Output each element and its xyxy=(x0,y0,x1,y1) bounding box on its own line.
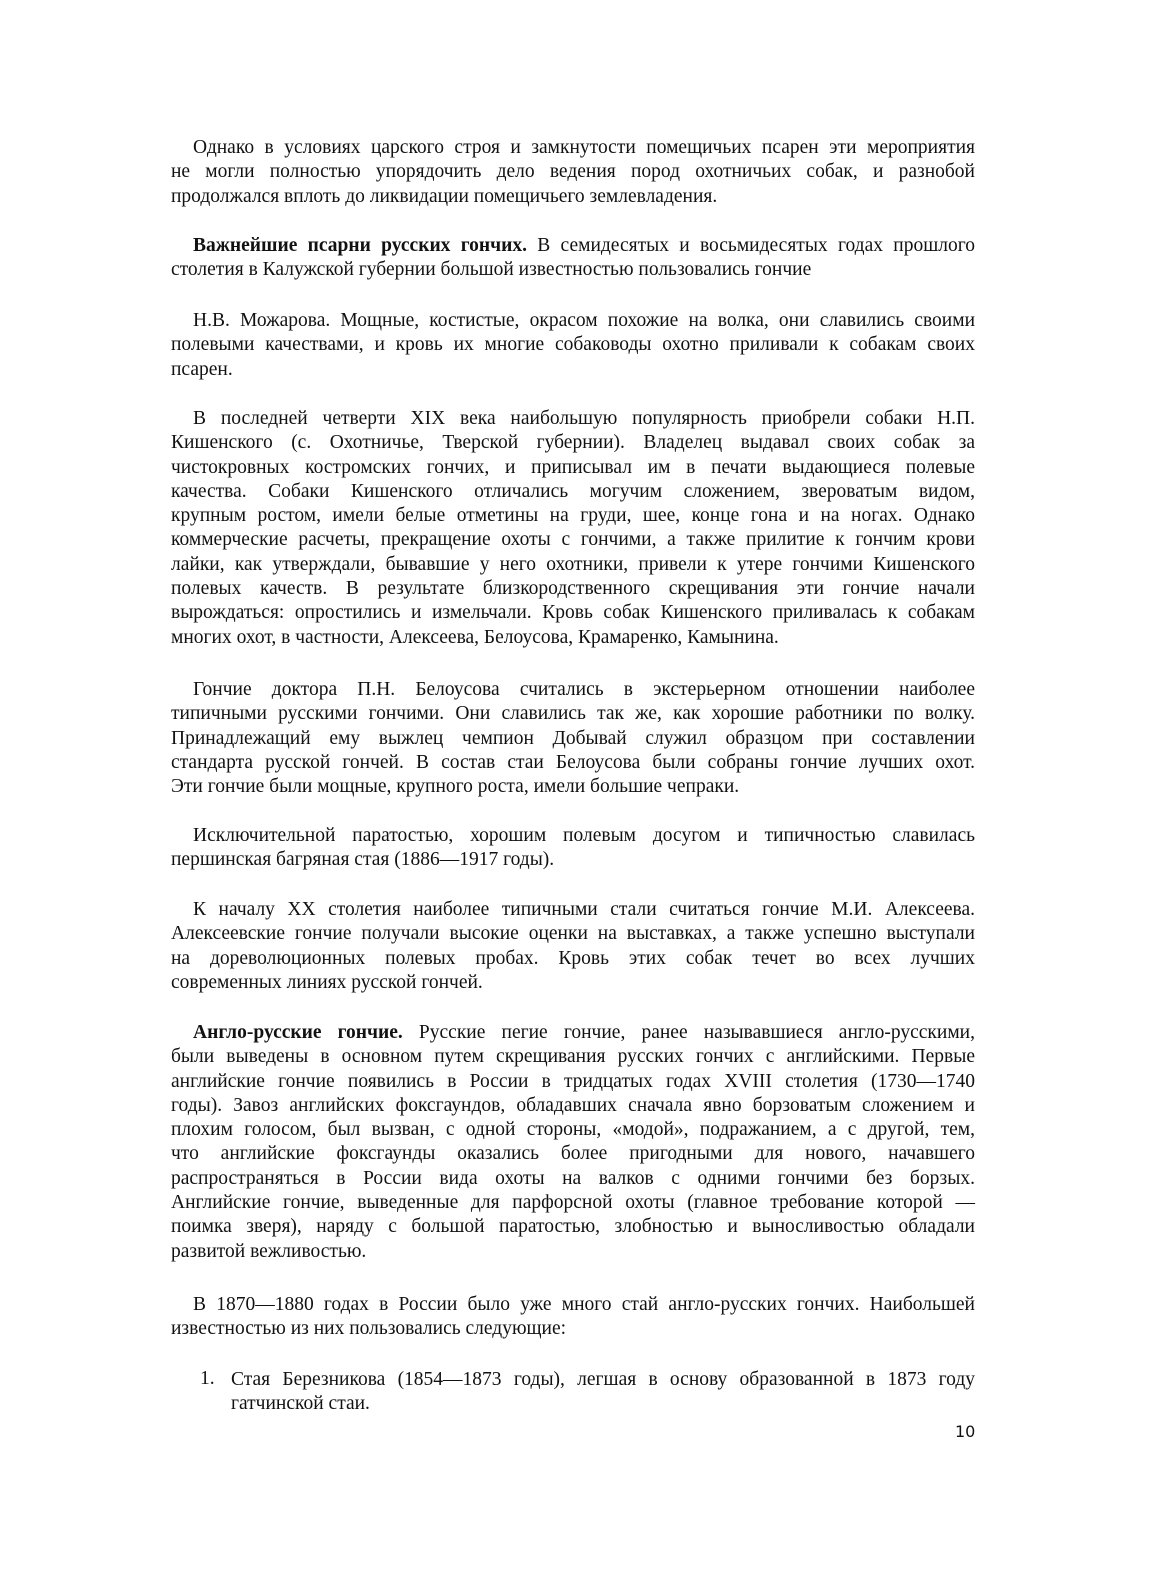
paragraph xyxy=(171,1021,975,1264)
text-line: гатчинской стаи. xyxy=(231,1393,370,1415)
text-line: английские гончие появились в России в тридцатых годах XVIII столетия (1730—1740 xyxy=(171,1070,975,1092)
paragraph xyxy=(171,234,975,283)
text-line: не могли полностью упорядочить дело ведения пород охотничьих собак, и разнобой xyxy=(171,161,975,183)
text-line: коммерческие расчеты, прекращение охоты с гончими, а также прилитие к гончим крови xyxy=(171,529,975,551)
text-line: плохим голосом, был вызван, с одной стороны, «модой», подражанием, а с другой, тем, xyxy=(171,1119,975,1141)
text-line: Однако в условиях царского строя и замкнутости помещичьих псарен эти мероприятия xyxy=(193,137,975,158)
line-text: В семидесятых и восьмидесятых годах прошлого xyxy=(526,235,975,256)
paragraph xyxy=(171,136,975,209)
text-line: столетия в Калужской губернии большой известностью пользовались гончие xyxy=(171,259,812,281)
paragraph xyxy=(171,824,975,873)
text-line: К началу XX столетия наиболее типичными стали считаться гончие М.И. Алексеева. xyxy=(193,899,975,920)
paragraph xyxy=(171,898,975,995)
page-number: 10 xyxy=(955,1422,976,1441)
text-line: псарен. xyxy=(171,358,233,380)
text-line: полевых качеств. В результате близкородственного скрещивания эти гончие начали xyxy=(171,578,975,600)
text-line: Алексеевские гончие получали высокие оценки на выставках, а также успешно выступали xyxy=(171,923,975,945)
text-line xyxy=(171,1021,975,1045)
bold-lead: Англо-русские гончие. xyxy=(193,1022,403,1043)
text-line: стандарта русской гончей. В состав стаи Белоусова были собраны гончие лучших охот. xyxy=(171,751,975,773)
text-line: Исключительной паратостью, хорошим полевым досугом и типичностью славилась xyxy=(193,825,975,846)
text-line: Кишенского (с. Охотничье, Тверской губернии). Владелец выдавал своих собак за xyxy=(171,432,975,454)
text-line: многих охот, в частности, Алексеева, Белоусова, Крамаренко, Камынина. xyxy=(171,626,779,648)
text-line: вырождаться: опростились и измельчали. Кровь собак Кишенского приливалась к собакам xyxy=(171,602,975,624)
text-line: современных линиях русской гончей. xyxy=(171,971,483,993)
text-line: были выведены в основном путем скрещивания русских гончих с английскими. Первые xyxy=(171,1046,975,1068)
text-line: Эти гончие были мощные, крупного роста, имели большие чепраки. xyxy=(171,776,740,798)
text-line: полевыми качествами, и кровь их многие собаководы охотно приливали к собакам своих xyxy=(171,334,975,356)
text-line: В последней четверти XIX века наибольшую популярность приобрели собаки Н.П. xyxy=(193,408,975,429)
text-line: першинская багряная стая (1886—1917 годы). xyxy=(171,849,555,871)
text-line: лайки, как утверждали, бывавшие у него охотники, привели к утере гончими Кишенского xyxy=(171,553,975,575)
text-line: на дореволюционных полевых пробах. Кровь этих собак течет во всех лучших xyxy=(171,947,975,969)
text-line: чистокровных костромских гончих, и приписывал им в печати выдающиеся полевые xyxy=(171,456,975,478)
text-line: годы). Завоз английских фоксгаундов, обладавших сначала явно борзоватым сложением и xyxy=(171,1094,975,1116)
text-line: Гончие доктора П.Н. Белоусова считались в экстерьерном отношении наиболее xyxy=(193,679,975,700)
text-line: поимка зверя), наряду с большой паратостью, злобностью и выносливостью обладали xyxy=(171,1216,975,1238)
list-item xyxy=(171,1368,975,1417)
text-line: Принадлежащий ему выжлец чемпион Добывай служил образцом при составлении xyxy=(171,727,975,749)
bold-lead: Важнейшие псарни русских гончих. xyxy=(193,235,527,256)
text-line xyxy=(171,234,975,258)
text-line: крупным ростом, имели белые отметины на груди, шее, конце гона и на ногах. Однако xyxy=(171,505,975,527)
text-line: качества. Собаки Кишенского отличались могучим сложением, звероватым видом, xyxy=(171,480,975,502)
text-line: известностью из них пользовались следующие: xyxy=(171,1318,567,1340)
list-marker: 1. xyxy=(200,1368,215,1389)
text-line: распространяться в России вида охоты на валков с одними гончими без борзых. xyxy=(171,1167,975,1189)
text-line: развитой вежливостью. xyxy=(171,1240,367,1262)
text-line: Стая Березникова (1854—1873 годы), легшая в основу образованной в 1873 году xyxy=(231,1369,975,1390)
text-line: Н.В. Можарова. Мощные, костистые, окрасом похожие на волка, они славились своими xyxy=(193,310,975,331)
text-line: Английские гончие, выведенные для парфорсной охоты (главное требование которой — xyxy=(171,1192,975,1214)
paragraph xyxy=(171,407,975,650)
line-text: Русские пегие гончие, ранее называвшиеся англо-русскими, xyxy=(402,1022,975,1043)
text-line: В 1870—1880 годах в России было уже много стай англо-русских гончих. Наибольшей xyxy=(193,1294,975,1315)
text-line: что английские фоксгаунды оказались более пригодными для нового, начавшего xyxy=(171,1143,975,1165)
paragraph xyxy=(171,1293,975,1342)
paragraph xyxy=(171,309,975,382)
text-line: типичными русскими гончими. Они славились так же, как хорошие работники по волку. xyxy=(171,703,975,725)
text-line: продолжался вплоть до ликвидации помещичьего землевладения. xyxy=(171,185,718,207)
paragraph xyxy=(171,678,975,799)
